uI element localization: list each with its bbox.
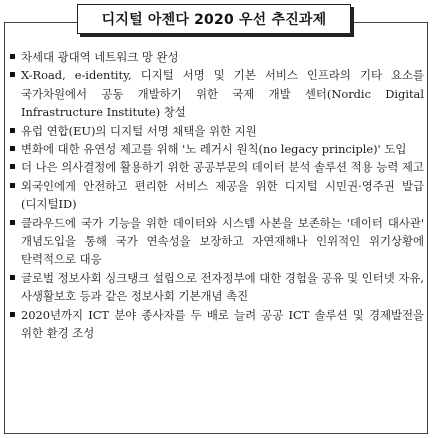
list-item (8, 158, 424, 176)
list-item (8, 306, 424, 343)
list-item-text: X-Road, e-identity, 디지털 서명 및 기본 서비스 인프라의 기타 요소를 국가차원에서 공동 개발하기 위한 국제 개발 센터(Nordic Digital Infrastructure Institute) 창설 (21, 68, 424, 120)
list-item (8, 140, 424, 158)
list-item-text: 외국인에게 안전하고 편리한 서비스 제공을 위한 디지털 시민권·영주권 발급(디지털ID) (21, 178, 424, 212)
square-bullet-icon (10, 72, 15, 77)
list-item-text: 2020년까지 ICT 분야 종사자를 두 배로 늘려 공공 ICT 솔루션 및 경제발전을 위한 환경 조성 (21, 307, 424, 341)
square-bullet-icon (10, 54, 15, 59)
square-bullet-icon (10, 312, 15, 317)
list-item-text: 글로벌 정보사회 싱크탱크 설립으로 전자정부에 대한 경험을 공유 및 인터넷 자유, 사생활보호 등과 같은 정보사회 기본개념 촉진 (21, 270, 424, 304)
list-item (8, 269, 424, 306)
list-item-text: 클라우드에 국가 기능을 위한 데이터와 시스템 사본을 보존하는 '데이터 대사관' 개념도입을 통해 국가 연속성을 보장하고 자연재해나 인위적인 위기상황에 탄력적으로 대응 (21, 215, 424, 267)
list-item (8, 214, 424, 269)
list-item-text: 변화에 대한 유연성 제고를 위해 '노 레거시 원칙(no legacy principle)' 도입 (21, 142, 407, 157)
square-bullet-icon (10, 146, 15, 151)
list-item (8, 122, 424, 140)
list-item (8, 66, 424, 121)
list-item-text: 유럽 연합(EU)의 디지털 서명 채택을 위한 지원 (21, 123, 257, 138)
square-bullet-icon (10, 164, 15, 169)
square-bullet-icon (10, 220, 15, 225)
priority-list (8, 48, 424, 343)
list-item-text: 차세대 광대역 네트워크 망 완성 (21, 50, 179, 64)
list-item (8, 177, 424, 214)
list-item (8, 48, 424, 66)
title-box (77, 4, 351, 34)
list-item-text: 더 나은 의사결정에 활용하기 위한 공공부문의 데이터 분석 솔루션 적용 능력 제고 (21, 160, 424, 175)
square-bullet-icon (10, 183, 15, 188)
page-title: 디지털 아젠다 2020 우선 추진과제 (101, 12, 327, 28)
square-bullet-icon (10, 275, 15, 280)
square-bullet-icon (10, 128, 15, 133)
